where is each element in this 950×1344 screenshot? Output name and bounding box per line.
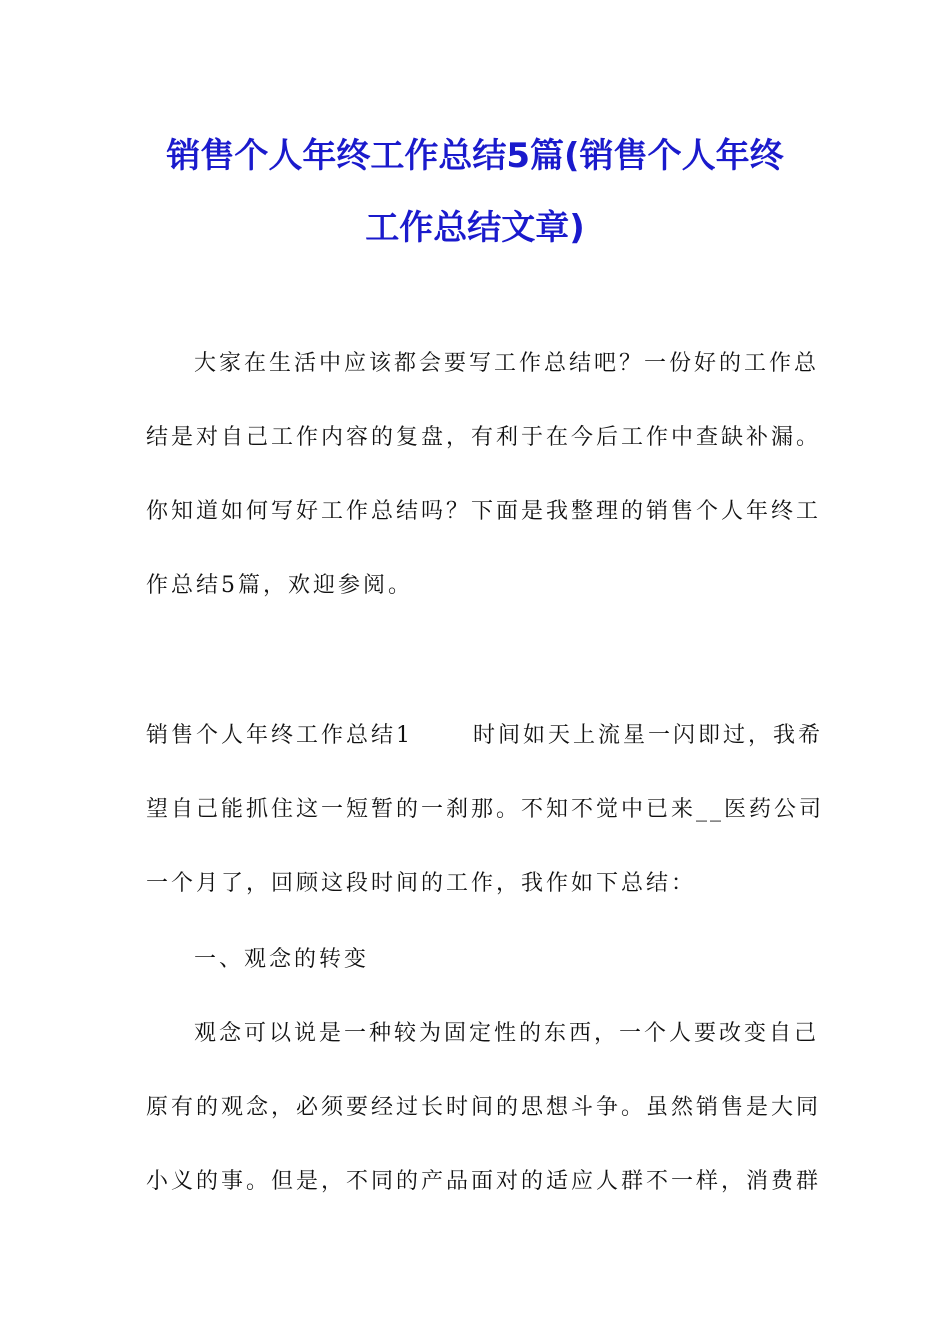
document-title-line-2: 工作总结文章) — [365, 208, 585, 248]
section-1-line-3: 一个月了，回顾这段时间的工作，我作如下总结： — [146, 871, 697, 896]
section-1-para-line-2: 原有的观念，必须要经过长时间的思想斗争。虽然销售是大同 — [146, 1095, 822, 1120]
intro-line-2: 结是对自己工作内容的复盘，有利于在今后工作中查缺补漏。 — [146, 425, 822, 450]
section-1-para-line-3: 小义的事。但是，不同的产品面对的适应人群不一样，消费群 — [146, 1169, 822, 1194]
section-1-line-1: 时间如天上流星一闪即过，我希 — [473, 723, 824, 748]
intro-line-3: 你知道如何写好工作总结吗？下面是我整理的销售个人年终工 — [146, 499, 822, 524]
intro-line-1: 大家在生活中应该都会要写工作总结吧？一份好的工作总 — [194, 351, 820, 376]
document-title-line-1: 销售个人年终工作总结5篇(销售个人年终 — [166, 136, 784, 176]
section-1-line-2: 望自己能抓住这一短暂的一刹那。不知不觉中已来__医药公司 — [146, 797, 825, 822]
intro-line-4: 作总结5篇，欢迎参阅。 — [146, 573, 413, 598]
section-1-subheading: 一、观念的转变 — [194, 947, 370, 972]
section-1-para-line-1: 观念可以说是一种较为固定性的东西，一个人要改变自己 — [194, 1021, 820, 1046]
section-1-first-line — [146, 718, 824, 749]
section-1-heading: 销售个人年终工作总结1 — [146, 723, 413, 748]
